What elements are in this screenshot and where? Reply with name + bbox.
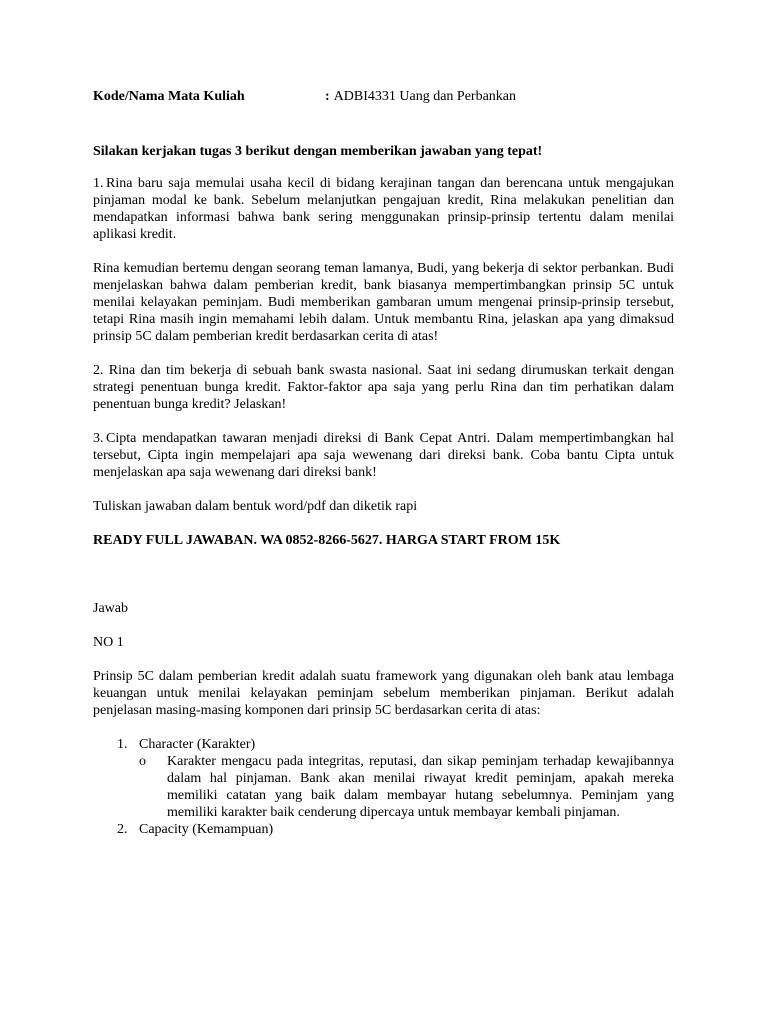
format-note: Tuliskan jawaban dalam bentuk word/pdf dan diketik rapi	[93, 499, 418, 514]
question-1-context: Rina kemudian bertemu dengan seorang teman lamanya, Budi, yang bekerja di sektor perbankan. Budi menjelaskan bahwa dalam pemberian kredit, bank biasanya mempertimbangkan prinsip 5C untuk menilai kelayakan peminjam. Budi memberikan gambaran umum mengenai prinsip-prinsip tersebut, tetapi Rina masih ingin memahami lebih dalam. Untuk membantu Rina, jelaskan apa yang dimaksud prinsip 5C dalam pemberian kredit berdasarkan cerita di atas!	[93, 261, 674, 344]
list-item-marker: 2.	[117, 822, 128, 837]
sub-list-item	[139, 753, 674, 821]
list-item	[93, 736, 674, 821]
answer-intro: Prinsip 5C dalam pemberian kredit adalah suatu framework yang digunakan oleh bank atau lembaga keuangan untuk menilai kelayakan peminjam sebelum memberikan pinjaman. Berikut adalah penjelasan masing-masing komponen dari prinsip 5C berdasarkan cerita di atas:	[93, 669, 674, 718]
list-item	[93, 821, 674, 838]
course-colon: :	[325, 89, 330, 104]
question-3-text: Cipta mendapatkan tawaran menjadi direksi di Bank Cepat Antri. Dalam mempertimbangkan hal tersebut, Cipta ingin mempelajari apa saja wewenang dari direksi bank. Coba bantu Cipta untuk menjelaskan apa saja wewenang dari direksi bank!	[93, 431, 674, 480]
sub-list-item-text: Karakter mengacu pada integritas, reputasi, dan sikap peminjam terhadap kewajibannya dalam hal pinjaman. Bank akan menilai riwayat kredit peminjam, apakah mereka memiliki catatan yang baik dalam membayar hutang sebelumnya. Peminjam yang memiliki karakter baik cenderung dipercaya untuk membayar kembali pinjaman.	[167, 754, 674, 820]
question-1-text: Rina baru saja memulai usaha kecil di bidang kerajinan tangan dan berencana untuk mengajukan pinjaman modal ke bank. Sebelum melanjutkan pengajuan kredit, Rina melakukan penelitian dan mendapatkan informasi bahwa bank sering menggunakan prinsip-prinsip tertentu dalam menilai aplikasi kredit.	[93, 176, 674, 242]
question-3	[93, 430, 674, 481]
question-1-number: 1.	[93, 176, 104, 191]
course-label: Kode/Nama Mata Kuliah	[93, 89, 245, 104]
course-header	[93, 88, 674, 105]
promo-text: READY FULL JAWABAN. WA 0852-8266-5627. HARGA START FROM 15K	[93, 533, 561, 548]
sub-list	[139, 753, 674, 821]
answer-number: NO 1	[93, 635, 124, 650]
course-value: ADBI4331 Uang dan Perbankan	[333, 89, 517, 104]
question-1	[93, 175, 674, 243]
instruction-text: Silakan kerjakan tugas 3 berikut dengan memberikan jawaban yang tepat!	[93, 144, 543, 159]
circle-bullet-icon: o	[139, 754, 146, 769]
list-item-title: Character (Karakter)	[139, 737, 256, 752]
question-2: 2. Rina dan tim bekerja di sebuah bank swasta nasional. Saat ini sedang dirumuskan terkait dengan strategi penentuan bunga kredit. Faktor-faktor apa saja yang perlu Rina dan tim perhatikan dalam penentuan bunga kredit? Jelaskan!	[93, 363, 674, 412]
list-item-title: Capacity (Kemampuan)	[139, 822, 274, 837]
document-content	[93, 88, 674, 838]
list-item-marker: 1.	[117, 737, 128, 752]
answer-heading: Jawab	[93, 601, 128, 616]
principles-list	[93, 736, 674, 838]
question-3-number: 3.	[93, 431, 104, 446]
